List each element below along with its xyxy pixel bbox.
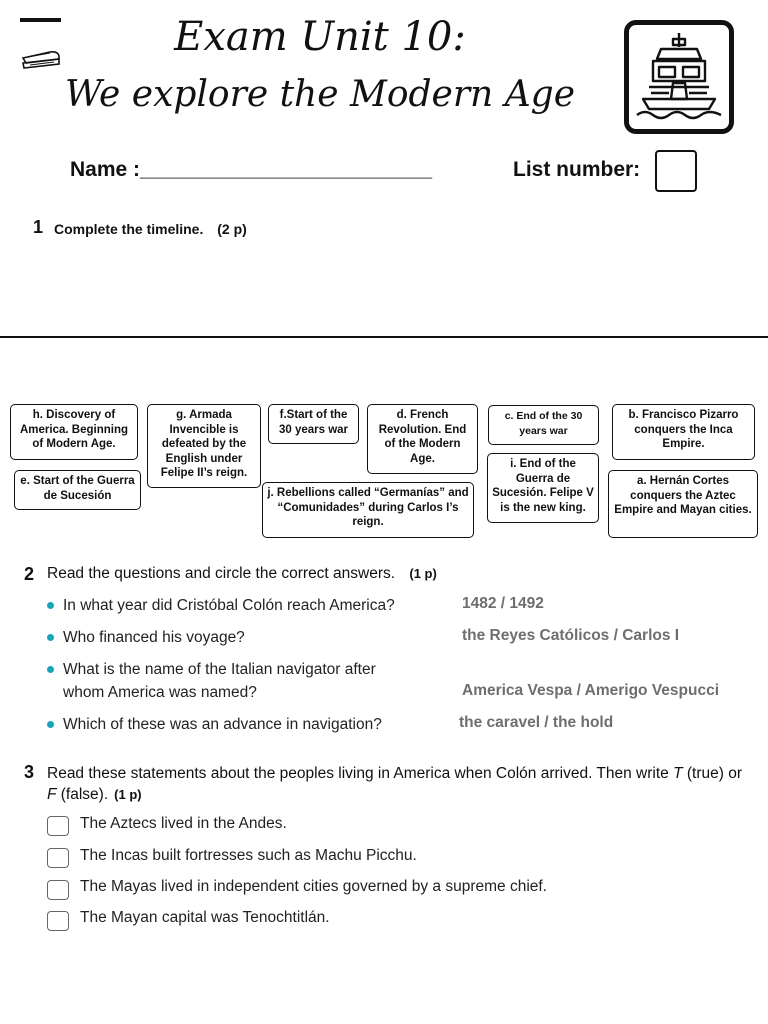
- list-number-box[interactable]: [655, 150, 697, 192]
- question-2-number: 2: [24, 564, 35, 584]
- exam-title: Exam Unit 10:: [174, 14, 466, 60]
- question-1-points: (2 p): [217, 221, 247, 237]
- answer-options-4[interactable]: the caravel / the hold: [459, 714, 614, 731]
- statement-1: The Aztecs lived in the Andes.: [80, 815, 287, 832]
- timeline-event-g[interactable]: g. Armada Invencible is defeated by the English under Felipe II’s reign.: [147, 404, 261, 488]
- statement-4: The Mayan capital was Tenochtitlán.: [80, 909, 330, 926]
- statement-3: The Mayas lived in independent cities governed by a supreme chief.: [80, 878, 547, 895]
- timeline-line: [0, 336, 768, 338]
- question-2-item-3-line1: What is the name of the Italian navigator after: [63, 661, 376, 678]
- question-3-number: 3: [24, 762, 35, 782]
- false-word: (false).: [56, 786, 109, 803]
- stapler-icon: [20, 44, 62, 70]
- answer-options-1[interactable]: 1482 / 1492: [462, 595, 544, 612]
- question-1-instruction: [54, 221, 247, 237]
- bullet-icon: [47, 602, 54, 609]
- checkbox-statement-1[interactable]: [47, 816, 69, 836]
- question-2-points: (1 p): [409, 566, 437, 581]
- question-3-text: Read these statements about the peoples living in America when Colón arrived. Then write: [47, 765, 674, 782]
- header-dash: [20, 18, 61, 22]
- timeline-event-e[interactable]: e. Start of the Guerra de Sucesión: [14, 470, 141, 510]
- question-1-number: 1: [33, 217, 44, 237]
- question-2-item-1: In what year did Cristóbal Colón reach America?: [63, 597, 395, 614]
- answer-options-3[interactable]: America Vespa / Amerigo Vespucci: [462, 682, 720, 699]
- question-2-instruction: [47, 565, 437, 583]
- true-letter: T: [673, 765, 683, 782]
- timeline-event-a[interactable]: a. Hernán Cortes conquers the Aztec Empire and Mayan cities.: [608, 470, 758, 538]
- question-2-text: Read the questions and circle the correct answers.: [47, 565, 396, 582]
- question-3-points: (1 p): [114, 787, 142, 802]
- bullet-icon: [47, 666, 54, 673]
- question-3-instruction: [47, 763, 747, 805]
- ship-logo: [624, 20, 734, 134]
- checkbox-statement-3[interactable]: [47, 880, 69, 900]
- timeline-event-i[interactable]: i. End of the Guerra de Sucesión. Felipe V is the new king.: [487, 453, 599, 523]
- answer-options-2[interactable]: the Reyes Católicos / Carlos I: [462, 627, 680, 644]
- bullet-icon: [47, 634, 54, 641]
- question-1-text: Complete the timeline.: [54, 221, 204, 237]
- ship-icon: [629, 25, 729, 129]
- timeline-event-f[interactable]: f.Start of the 30 years war: [268, 404, 359, 444]
- statement-2: The Incas built fortresses such as Machu Picchu.: [80, 847, 417, 864]
- timeline-event-c[interactable]: c. End of the 30 years war: [488, 405, 599, 445]
- question-2-item-4: Which of these was an advance in navigation?: [63, 716, 382, 733]
- timeline-event-h[interactable]: h. Discovery of America. Beginning of Modern Age.: [10, 404, 138, 460]
- list-number-label: List number:: [513, 158, 641, 181]
- question-2-item-3-line2: whom America was named?: [63, 684, 257, 701]
- timeline-event-j[interactable]: j. Rebellions called “Germanías” and “Comunidades” during Carlos I’s reign.: [262, 482, 474, 538]
- false-letter: F: [47, 786, 57, 803]
- exam-subtitle: We explore the Modern Age: [64, 74, 576, 115]
- timeline-event-d[interactable]: d. French Revolution. End of the Modern Age.: [367, 404, 478, 474]
- name-field-label: Name :_________________________: [70, 158, 433, 181]
- true-word: (true) or: [682, 765, 742, 782]
- question-2-item-2: Who financed his voyage?: [63, 629, 245, 646]
- timeline-event-b[interactable]: b. Francisco Pizarro conquers the Inca Empire.: [612, 404, 755, 460]
- bullet-icon: [47, 721, 54, 728]
- checkbox-statement-2[interactable]: [47, 848, 69, 868]
- checkbox-statement-4[interactable]: [47, 911, 69, 931]
